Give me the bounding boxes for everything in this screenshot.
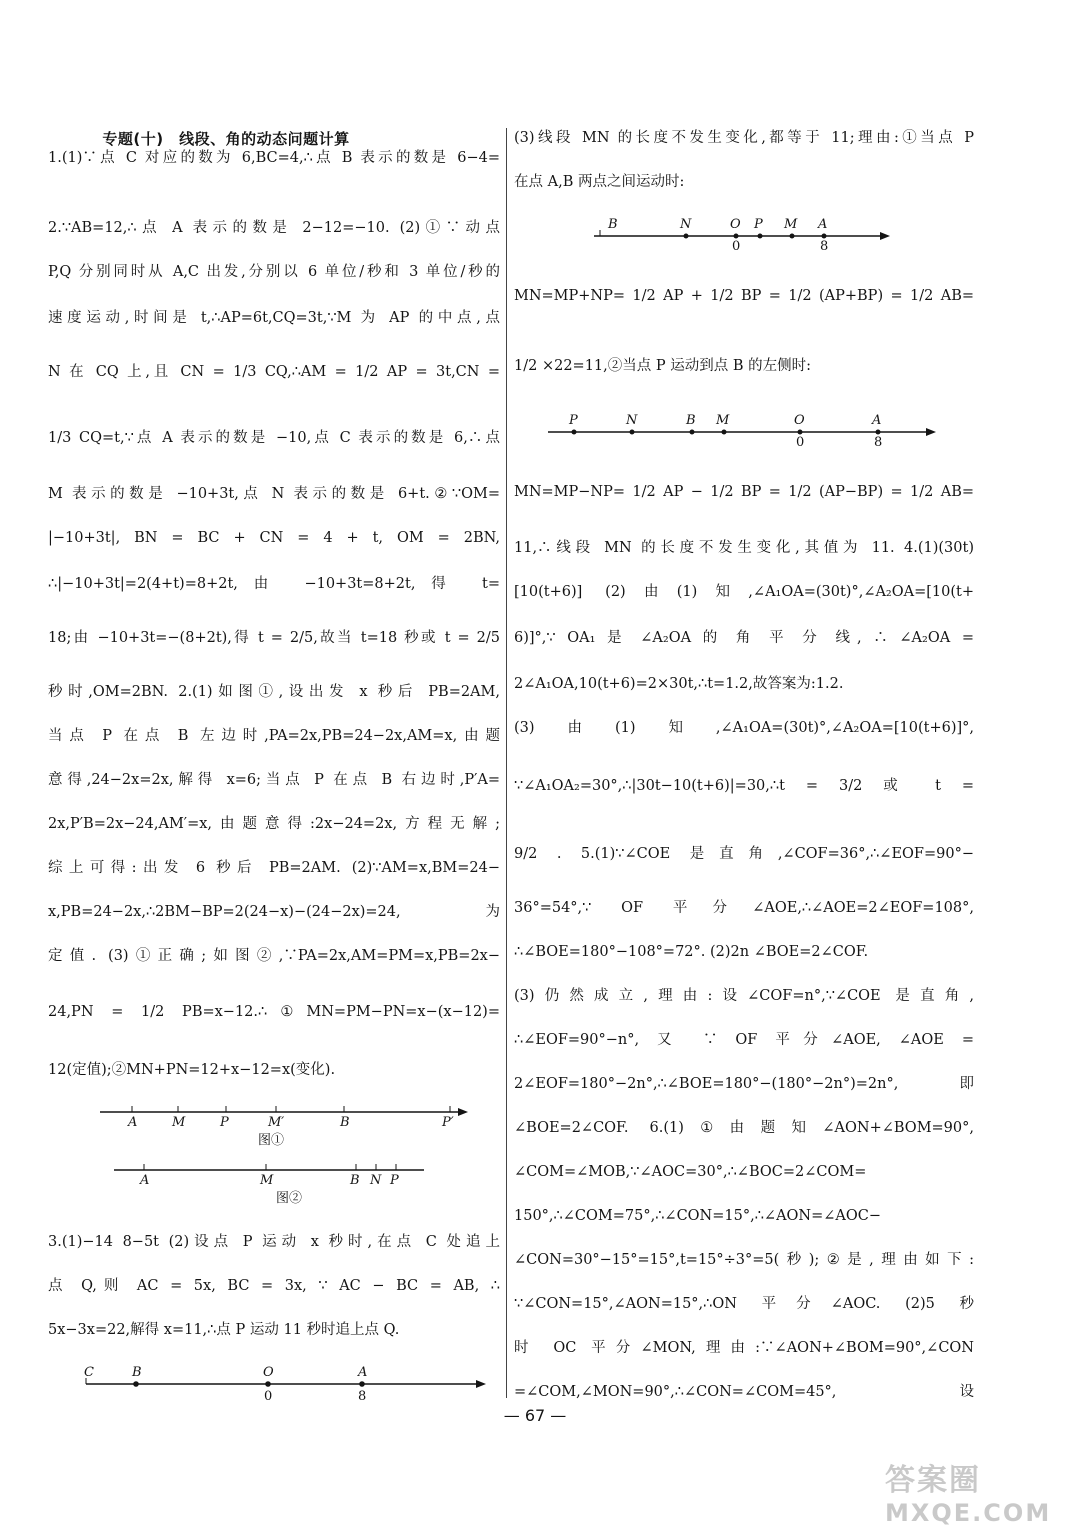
number-label: 0: [264, 1389, 273, 1404]
point-label: A: [128, 1115, 138, 1130]
text-line: P,Q 分别同时从 A,C 出发,分别以 6 单位/秒和 3 单位/秒的: [48, 264, 500, 280]
watermark-url: MXQE.COM: [885, 1499, 1052, 1527]
text-line: |−10+3t|, BN = BC + CN = 4 + t, OM = 2BN,: [48, 530, 500, 546]
point-dot: [798, 430, 803, 435]
text-line: 2∠EOF=180°−2n°,∴∠BOE=180°−(180°−2n°)=2n°,即: [514, 1076, 974, 1092]
text-line: 1.(1)∵点 C 对应的数为 6,BC=4,∴点 B 表示的数是 6−4=: [48, 150, 500, 166]
point-label: O: [730, 217, 741, 232]
point-label: B: [350, 1173, 360, 1188]
text-line: ∴∠EOF=90°−n°, 又 ∵ OF 平分∠AOE, ∠AOE =: [514, 1032, 974, 1048]
number-label: 0: [796, 435, 805, 450]
point-dot: [790, 234, 795, 239]
point-label: M: [172, 1115, 186, 1130]
text-line: 综上可得:出发 6 秒后 PB=2AM. (2)∵AM=x,BM=24−: [48, 860, 500, 876]
text-line: 当点 P 在点 B 左边时,PA=2x,PB=24−2x,AM=x,由题: [48, 728, 500, 744]
watermark-logo-text: 答案圈: [885, 1463, 981, 1498]
point-label: A: [140, 1173, 150, 1188]
point-label: P: [390, 1173, 399, 1188]
point-label: A: [872, 413, 882, 428]
point-dot: [722, 430, 727, 435]
number-label: 8: [874, 435, 883, 450]
text-line: 11,∴线段 MN 的长度不发生变化,其值为 11. 4.(1)(30t): [514, 540, 974, 556]
point-dot: [684, 234, 689, 239]
point-label: P′: [442, 1115, 454, 1130]
text-line: (3)由(1)知,∠A₁OA=(30t)°,∠A₂OA=[10(t+6)]°,: [514, 720, 974, 736]
point-label: A: [358, 1365, 368, 1380]
text-line: ∵∠CON=15°,∠AON=15°,∴ON 平分∠AOC. (2)5 秒: [514, 1296, 974, 1312]
text-line: 定值. (3)①正确;如图②,∵PA=2x,AM=PM=x,PB=2x−: [48, 948, 500, 964]
text-line: MN=MP−NP= 1/2 AP − 1/2 BP = 1/2 (AP−BP) = 1/2 AB=: [514, 484, 974, 500]
text-line: ∵∠A₁OA₂=30°,∴|30t−10(t+6)|=30,∴t = 3/2 或 t =: [514, 778, 974, 794]
point-label: B: [340, 1115, 350, 1130]
point-label: M: [784, 217, 798, 232]
point-label: P: [569, 413, 578, 428]
text-line: ∴|−10+3t|=2(4+t)=8+2t,由 −10+3t=8+2t,得 t=: [48, 576, 500, 592]
text-line: 2x,P′B=2x−24,AM′=x,由题意得:2x−24=2x,方程无解;: [48, 816, 500, 832]
text-line: 速度运动,时间是 t,∴AP=6t,CQ=3t,∵M 为 AP 的中点,点: [48, 310, 500, 326]
point-label: M: [716, 413, 730, 428]
point-label: A: [818, 217, 828, 232]
number-label: 0: [732, 239, 741, 254]
text-line: [10(t+6)] (2)由(1)知,∠A₁OA=(30t)°,∠A₂OA=[10(t+: [514, 584, 974, 600]
text-line: M 表示的数是 −10+3t,点 N 表示的数是 6+t.②∵OM=: [48, 486, 500, 502]
point-label: N: [370, 1173, 382, 1188]
text-line: 1/3 CQ=t,∵点 A 表示的数是 −10,点 C 表示的数是 6,∴点: [48, 430, 500, 446]
point-label: B: [686, 413, 696, 428]
point-label: M: [260, 1173, 274, 1188]
figure-1: [100, 1098, 470, 1158]
point-label: M′: [268, 1115, 285, 1130]
text-line: MN=MP+NP= 1/2 AP + 1/2 BP = 1/2 (AP+BP) = 1/2 AB=: [514, 288, 974, 304]
arrow-head: [458, 1108, 468, 1116]
text-line: 时 OC 平分∠MON,理由:∵∠AON+∠BOM=90°,∠CON: [514, 1340, 974, 1356]
watermark: [885, 1455, 1060, 1535]
point-label: C: [84, 1365, 94, 1380]
point-dot: [265, 1381, 271, 1387]
text-line: 150°,∴∠COM=75°,∴∠CON=15°,∴∠AON=∠AOC−: [514, 1208, 882, 1224]
point-label: N: [626, 413, 638, 428]
point-label: O: [794, 413, 805, 428]
point-label: N: [680, 217, 692, 232]
arrow-head: [476, 1380, 486, 1388]
text-line: 在点 A,B 两点之间运动时:: [514, 174, 685, 190]
figure-3: [84, 1364, 494, 1406]
point-dot: [690, 430, 695, 435]
section-title: 专题(十) 线段、角的动态问题计算: [102, 130, 350, 148]
text-line: 18;由 −10+3t=−(8+2t),得 t = 2/5,故当 t=18 秒或 t = 2/5: [48, 630, 500, 646]
text-line: 3.(1)−14 8−5t (2)设点 P 运动 x 秒时,在点 C 处追上: [48, 1234, 500, 1250]
text-line: 意得,24−2x=2x,解得 x=6;当点 P 在点 B 右边时,P′A=: [48, 772, 500, 788]
text-line: 2∠A₁OA,10(t+6)=2×30t,∴t=1.2,故答案为:1.2.: [514, 676, 844, 692]
arrow-head: [880, 232, 890, 240]
point-label: P: [220, 1115, 229, 1130]
text-line: 点 Q,则 AC = 5x, BC = 3x, ∵ AC − BC = AB, ∴: [48, 1278, 500, 1294]
figure-caption: 图①: [258, 1133, 285, 1148]
point-dot: [572, 430, 577, 435]
text-line: (3)仍然成立,理由:设∠COF=n°,∵∠COE 是直角,: [514, 988, 974, 1004]
text-line: 6)]°,∵ OA₁ 是 ∠A₂OA 的 角 平 分 线, ∴ ∠A₂OA =: [514, 630, 974, 646]
text-line: 秒时,OM=2BN. 2.(1)如图①,设出发 x 秒后 PB=2AM,: [48, 684, 500, 700]
arrow-head: [926, 428, 936, 436]
text-line: 2.∵AB=12,∴点 A 表示的数是 2−12=−10. (2)①∵动点: [48, 220, 500, 236]
point-dot: [734, 234, 739, 239]
point-dot: [758, 234, 763, 239]
number-label: 8: [820, 239, 829, 254]
text-line: 36°=54°,∵ OF 平分∠AOE,∴∠AOE=2∠EOF=108°,: [514, 900, 974, 916]
point-dot: [133, 1381, 139, 1387]
text-line: ∠BOE=2∠COF. 6.(1)①由题知∠AON+∠BOM=90°,: [514, 1120, 974, 1136]
point-label: B: [132, 1365, 142, 1380]
point-dot: [876, 430, 881, 435]
text-line: (3)线段 MN 的长度不发生变化,都等于 11;理由:①当点 P: [514, 130, 974, 146]
text-line: x,PB=24−2x,∴2BM−BP=2(24−x)−(24−2x)=24,为: [48, 904, 500, 920]
column-divider: [506, 128, 507, 1398]
text-line: ∠COM=∠MOB,∵∠AOC=30°,∴∠BOC=2∠COM=: [514, 1164, 867, 1180]
figure-caption: 图②: [276, 1191, 303, 1206]
text-line: ∴∠BOE=180°−108°=72°. (2)2n ∠BOE=2∠COF.: [514, 944, 869, 960]
text-line: N 在 CQ 上,且 CN = 1/3 CQ,∴AM = 1/2 AP = 3t,CN =: [48, 364, 500, 380]
text-line: 5x−3x=22,解得 x=11,∴点 P 运动 11 秒时追上点 Q.: [48, 1322, 400, 1338]
text-line: ∠CON=30°−15°=15°,t=15°÷3°=5(秒);②是,理由如下:: [514, 1252, 974, 1268]
text-line: 1/2 ×22=11,②当点 P 运动到点 B 的左侧时:: [514, 358, 811, 374]
text-line: 24,PN = 1/2 PB=x−12.∴①MN=PM−PN=x−(x−12)=: [48, 1004, 500, 1020]
point-dot: [630, 430, 635, 435]
number-label: 8: [358, 1389, 367, 1404]
page-number: — 67 —: [503, 1406, 567, 1425]
point-label: O: [263, 1365, 274, 1380]
point-dot: [359, 1381, 365, 1387]
text-line: 9/2 . 5.(1)∵∠COE 是直角,∠COF=36°,∴∠EOF=90°−: [514, 846, 974, 862]
figure-5: [548, 408, 940, 448]
figure-2: [114, 1160, 434, 1210]
point-dot: [822, 234, 827, 239]
point-label: P: [754, 217, 763, 232]
figure-4: [594, 212, 894, 252]
text-line: =∠COM,∠MON=90°,∴∠CON=∠COM=45°,设: [514, 1384, 974, 1400]
point-label: B: [608, 217, 618, 232]
text-line: 12(定值);②MN+PN=12+x−12=x(变化).: [48, 1062, 336, 1078]
